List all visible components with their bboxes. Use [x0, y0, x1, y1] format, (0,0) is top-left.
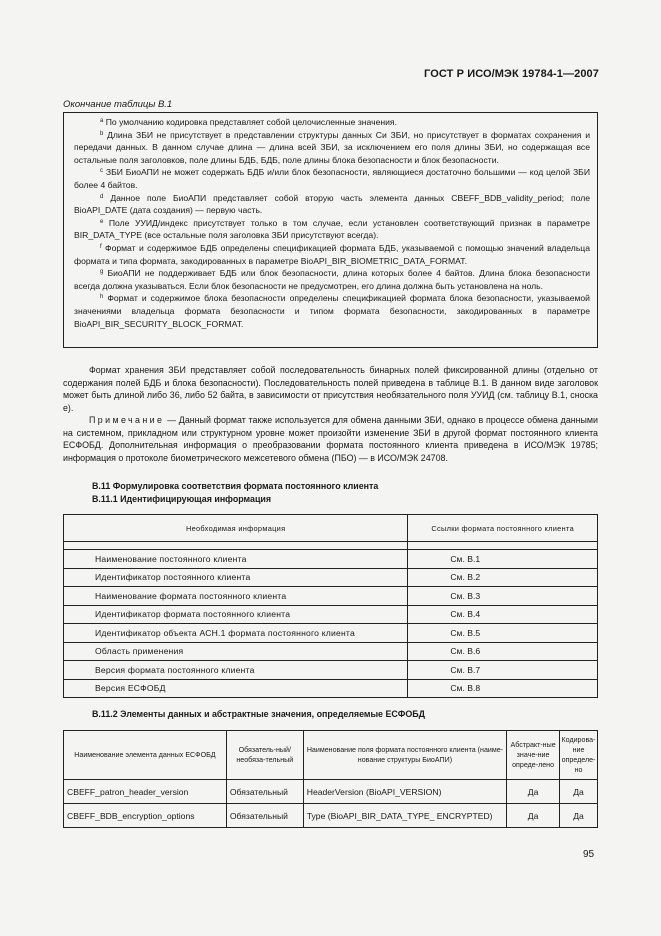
footnote-e	[74, 217, 590, 242]
table-row	[64, 780, 598, 804]
table-cell: См. В.1	[408, 550, 598, 569]
table-row	[64, 661, 598, 680]
table-cell: Да	[507, 804, 560, 828]
table-header-row	[64, 515, 598, 542]
table-cell: См. В.2	[408, 568, 598, 587]
table-cell: CBEFF_BDB_encryption_options	[64, 804, 227, 828]
footnote-text: Формат и содержимое блока безопасности определены спецификацией формата блока безопасности, указываемой значениями владельца формата безопасности и типом формата безопасности, закодированных в параметре BioAPI_BIR_SECURITY_BLOCK_FORMAT.	[74, 293, 590, 329]
table-row	[64, 624, 598, 643]
footnote-mark: h	[100, 294, 104, 301]
footnote-text: По умолчанию кодировка представляет собой целочисленные значения.	[103, 117, 397, 127]
table-cell: HeaderVersion (BioAPI_VERSION)	[303, 780, 506, 804]
section-heading-b112: В.11.2 Элементы данных и абстрактные значения, определяемые ЕСФОБД	[92, 709, 425, 719]
table-header-row	[64, 731, 598, 780]
table-cell: Да	[507, 780, 560, 804]
table-cell: См. В.6	[408, 642, 598, 661]
footnote-a	[74, 116, 590, 129]
column-header: Кодирова-ние определе-но	[560, 731, 598, 780]
table-cell: Наименование формата постоянного клиента	[64, 587, 408, 606]
footnote-f	[74, 242, 590, 267]
column-header: Обязатель-ный/необяза-тельный	[226, 731, 303, 780]
footnote-b	[74, 129, 590, 167]
table-cell: См. В.4	[408, 605, 598, 624]
table-cell: Версия формата постоянного клиента	[64, 661, 408, 680]
table-cell: См. В.7	[408, 661, 598, 680]
table-row	[64, 679, 598, 698]
footnote-text: Длина ЗБИ не присутствует в представлении структуры данных Си ЗБИ, но присутствует в форматах сохранения и передачи данных. В данном случае длина — длина всей ЗБИ, за исключением его поля длины ЗБИ, но содержащая все остальные поля заголовков, поле длины БДБ, БДБ, поле длины блока безопасности и блок безопасности.	[74, 129, 590, 165]
table-row	[64, 804, 598, 828]
document-header: ГОСТ Р ИСО/МЭК 19784-1—2007	[424, 68, 599, 80]
column-header: Абстракт-ные значе-ние опреде-лено	[507, 731, 560, 780]
table-continuation-caption: Окончание таблицы В.1	[63, 99, 173, 110]
page-number: 95	[583, 849, 595, 860]
table-cell: См. В.5	[408, 624, 598, 643]
section-heading-b111: В.11.1 Идентифицирующая информация	[92, 494, 272, 504]
table-row	[64, 642, 598, 661]
footnote-text: Данное поле БиоАПИ представляет собой вторую часть элемента данных CBEFF_BDB_validity_period; поле BioAPI_DATE (дата создания) — первую часть.	[74, 192, 590, 216]
table-cell: Область применения	[64, 642, 408, 661]
footnote-text: Формат и содержимое БДБ определены спецификацией формата БДБ, указываемой с помощью значений владельца формата и типа формата, закодированных в параметре BioAPI_BIR_BIOMETRIC_DATA_FORMAT.	[74, 242, 590, 266]
table-cell: CBEFF_patron_header_version	[64, 780, 227, 804]
table-cell: Идентификатор постоянного клиента	[64, 568, 408, 587]
table-cell: Наименование постоянного клиента	[64, 550, 408, 569]
section-heading-b11: В.11 Формулировка соответствия формата постоянного клиента	[92, 481, 379, 491]
footnote-mark: d	[100, 193, 104, 200]
column-header: Наименование элемента данных ЕСФОБД	[64, 731, 227, 780]
table-cell: Версия ЕСФОБД	[64, 679, 408, 698]
identification-table	[63, 514, 598, 698]
table-row	[64, 587, 598, 606]
footnote-mark: c	[100, 168, 103, 175]
footnote-c	[74, 166, 590, 191]
column-header: Наименование поля формата постоянного клиента (наиме-нование структуры БиоАПИ)	[303, 731, 506, 780]
footnote-text: Поле УУИД/индекс присутствует только в том случае, если установлен соответствующий признак в параметре BIR_DATA_TYPE (все остальные поля заголовка ЗБИ присутствуют всегда).	[74, 217, 590, 241]
footnote-mark: b	[100, 130, 104, 137]
table-spacer-row	[64, 542, 598, 550]
table-cell: Да	[560, 780, 598, 804]
footnote-mark: e	[100, 218, 104, 225]
table-row	[64, 605, 598, 624]
footnote-g	[74, 267, 590, 292]
table-cell: Идентификатор формата постоянного клиента	[64, 605, 408, 624]
table-row	[64, 568, 598, 587]
footnote-text: БиоАПИ не поддерживает БДБ или блок безопасности, длина которых более 4 байтов. Длина блока безопасности всегда должна указываться. Если блок безопасности не предусмотрен, его длина должна быть установлена на ноль.	[74, 268, 590, 291]
table-row	[64, 550, 598, 569]
footnote-mark: a	[100, 118, 104, 124]
table-cell: Идентификатор объекта АСН.1 формата постоянного клиента	[64, 624, 408, 643]
body-paragraph: Формат хранения ЗБИ представляет собой последовательность бинарных полей фиксированной длины (отдельно от содержания полей БДБ и блока безопасности). Последовательность полей приведена в таблице В.1. В данном виде заголовок может быть длиной либо 36, либо 52 байта, в зависимости от присутствия необязательного поля УУИД (см. таблицу В.1, сноска е).	[63, 365, 598, 413]
column-header: Ссылки формата постоянного клиента	[408, 515, 598, 542]
table-cell: Обязательный	[226, 804, 303, 828]
table-cell: Type (BioAPI_BIR_DATA_TYPE_ ENCRYPTED)	[303, 804, 506, 828]
footnote-h	[74, 292, 590, 330]
column-header: Необходимая информация	[64, 515, 408, 542]
footnote-mark: f	[100, 243, 102, 250]
table-footnotes	[74, 116, 590, 330]
footnote-text: ЗБИ БиоАПИ не может содержать БДБ и/или блок безопасности, являющиеся достаточно большими — код целой ЗБИ более 4 байтов.	[74, 167, 590, 190]
table-cell: Обязательный	[226, 780, 303, 804]
data-elements-table	[63, 730, 598, 828]
footnote-mark: g	[100, 269, 104, 276]
note-label: Примечание	[89, 415, 165, 425]
table-cell: См. В.3	[408, 587, 598, 606]
footnote-d	[74, 192, 590, 217]
note-text: — Данный формат также используется для обмена данными ЗБИ, однако в процессе обмена данными на системном, прикладном или структурном уровне может произойти изменение ЗБИ в другой формат постоянного клиента ЕСФОБД. Дополнительная информация о преобразовании формата постоянного клиента приведена в ИСО/МЭК 19785; информация о протоколе биометрического межсетевого обмена (ПБО) — в ИСО/МЭК 24708.	[63, 415, 598, 463]
note-paragraph	[63, 414, 598, 464]
table-cell: См. В.8	[408, 679, 598, 698]
table-cell: Да	[560, 804, 598, 828]
